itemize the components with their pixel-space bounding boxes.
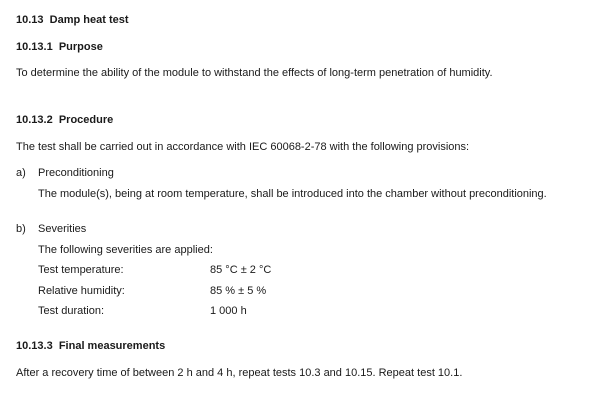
final-number: 10.13.3 xyxy=(16,340,53,352)
list-item-a xyxy=(16,166,114,180)
severity-row xyxy=(38,263,438,277)
list-item-b xyxy=(16,222,87,236)
severities-text: The following severities are applied: xyxy=(38,244,213,256)
final-title: Final measurements xyxy=(58,340,166,352)
preconditioning-text: The module(s), being at room temperature, shall be introduced into the chamber without preconditioning. xyxy=(38,188,547,200)
severity-value: 1 000 h xyxy=(210,305,247,317)
severity-label: Test temperature: xyxy=(38,264,124,276)
severity-label: Relative humidity: xyxy=(38,285,125,297)
purpose-text: To determine the ability of the module to withstand the effects of long-term penetration of humidity. xyxy=(16,67,493,79)
purpose-title: Purpose xyxy=(58,41,103,53)
list-marker: b) xyxy=(16,223,26,235)
severity-label: Test duration: xyxy=(38,305,105,317)
purpose-heading xyxy=(16,40,103,54)
severity-value: 85 °C ± 2 °C xyxy=(210,264,272,276)
section-heading xyxy=(16,13,129,27)
procedure-title: Procedure xyxy=(58,114,114,126)
section-number: 10.13 xyxy=(16,14,44,26)
final-text: After a recovery time of between 2 h and 4 h, repeat tests 10.3 and 10.15. Repeat test 10.1. xyxy=(16,367,463,379)
list-item-title: Preconditioning xyxy=(38,167,114,179)
procedure-number: 10.13.2 xyxy=(16,114,53,126)
procedure-heading xyxy=(16,113,113,127)
final-heading xyxy=(16,339,165,353)
severity-row xyxy=(38,284,438,298)
purpose-number: 10.13.1 xyxy=(16,41,53,53)
severity-value: 85 % ± 5 % xyxy=(210,285,267,297)
section-title: Damp heat test xyxy=(49,14,129,26)
list-item-title: Severities xyxy=(38,223,87,235)
severity-row xyxy=(38,304,438,318)
list-marker: a) xyxy=(16,167,26,179)
procedure-intro: The test shall be carried out in accordance with IEC 60068-2-78 with the following provisions: xyxy=(16,141,470,153)
